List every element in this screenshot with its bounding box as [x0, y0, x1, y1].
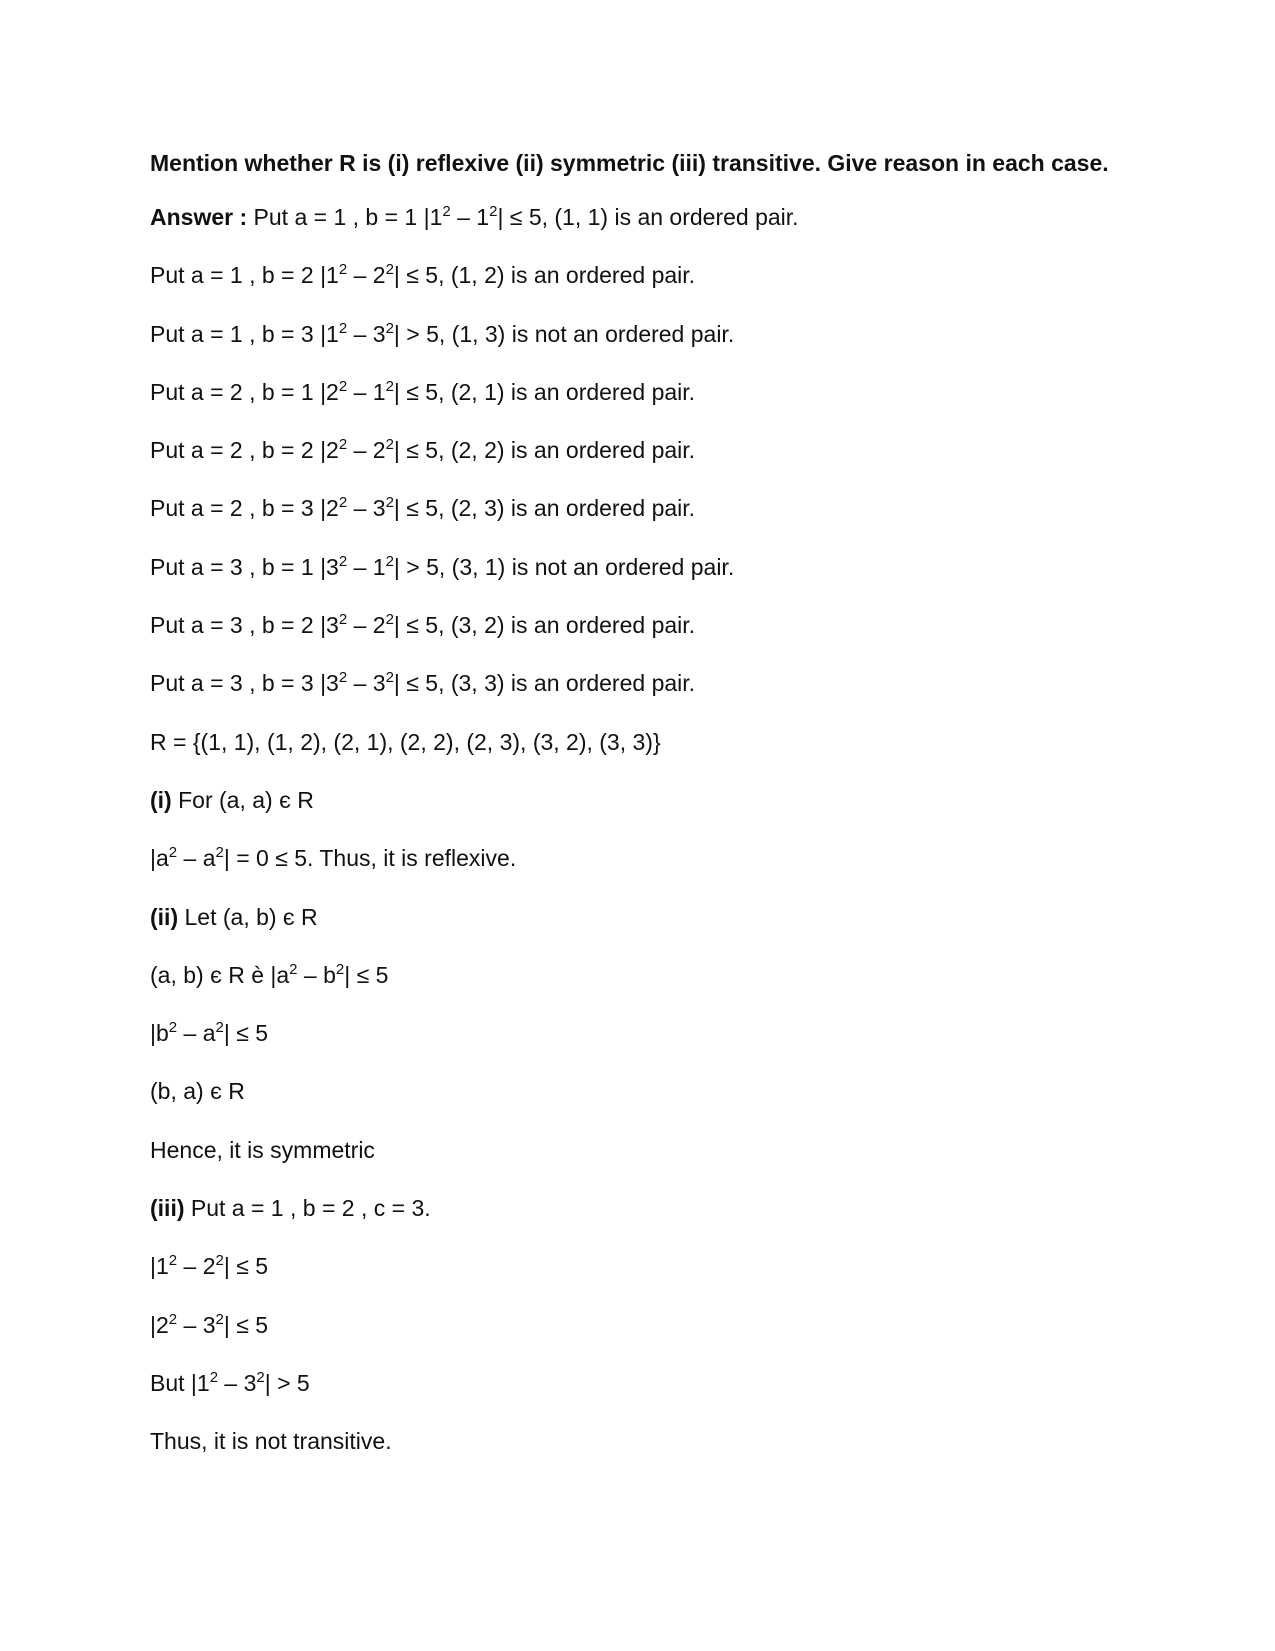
line-text: For (a, a) є R — [171, 786, 314, 813]
line-text: Put a = 3 , b = 1 $|3^2 - 1^2| > 5$, (3, 1) is not an ordered pair. — [150, 552, 735, 580]
answer-line — [150, 319, 1140, 349]
answer-line — [150, 610, 1140, 640]
line-label: (ii) — [150, 903, 179, 930]
answer-line — [150, 1076, 1140, 1106]
answer-line — [150, 785, 1140, 815]
line-text: Put a = 3 , b = 2 $|3^2 - 2^2| \le 5$, (3, 2) is an ordered pair. — [150, 611, 696, 639]
line-text: $|1^2 - 2^2| \le 5$ — [150, 1252, 269, 1280]
answer-line — [150, 1135, 1140, 1165]
line-text: Hence, it is symmetric — [150, 1136, 375, 1163]
answer-line — [150, 1368, 1140, 1398]
line-label: (i) — [150, 786, 172, 813]
answer-line — [150, 727, 1140, 757]
line-text: $|a^2 - a^2| = 0 \le 5$. Thus, it is reflexive. — [150, 844, 517, 872]
line-text: Put a = 1 , b = 2 , c = 3. — [184, 1195, 431, 1222]
answer-line — [150, 1193, 1140, 1223]
document-page — [150, 148, 1140, 1485]
answer-line — [150, 435, 1140, 465]
answer-line — [150, 1426, 1140, 1456]
line-text: Put a = 1 , b = 3 $|1^2 - 3^2| > 5$, (1, 3) is not an ordered pair. — [150, 319, 735, 347]
answer-line — [150, 377, 1140, 407]
answer-line — [150, 1310, 1140, 1340]
answer-line — [150, 902, 1140, 932]
line-text: Put a = 2 , b = 3 $|2^2 - 3^2| \le 5$, (2, 3) is an ordered pair. — [150, 494, 696, 522]
line-text: Put a = 2 , b = 1 $|2^2 - 1^2| \le 5$, (2, 1) is an ordered pair. — [150, 377, 696, 405]
question-heading: Mention whether R is (i) reflexive (ii) symmetric (iii) transitive. Give reason in each case. — [150, 150, 1109, 176]
line-text: Put a = 2 , b = 2 $|2^2 - 2^2| \le 5$, (2, 2) is an ordered pair. — [150, 436, 696, 464]
line-text: But $|1^2 - 3^2| > 5$ — [150, 1368, 310, 1396]
line-label: (iii) — [150, 1195, 185, 1222]
line-text: Put a = 1 , b = 2 $|1^2 - 2^2| \le 5$, (1, 2) is an ordered pair. — [150, 261, 696, 289]
line-text: (a, b) є R è $|a^2 - b^2| \le 5$ — [150, 960, 389, 988]
answer-line — [150, 843, 1140, 873]
answer-line — [150, 552, 1140, 582]
line-text: Thus, it is not transitive. — [150, 1428, 392, 1455]
line-text: Put a = 1 , b = 1 $|1^2 - 1^2| \le 5$, (1, 1) is an ordered pair. — [247, 203, 799, 230]
line-text: $|b^2 - a^2| \le 5$ — [150, 1019, 269, 1047]
line-label: Answer : — [150, 204, 248, 230]
answer-line — [150, 668, 1140, 698]
answer-body — [150, 202, 1140, 1456]
answer-line — [150, 960, 1140, 990]
answer-line — [150, 202, 1140, 232]
line-text: (b, a) є R — [150, 1078, 245, 1105]
answer-line — [150, 1018, 1140, 1048]
answer-line — [150, 493, 1140, 523]
line-text: R = {(1, 1), (1, 2), (2, 1), (2, 2), (2, 3), (3, 2), (3, 3)} — [150, 728, 661, 755]
line-text: $|2^2 - 3^2| \le 5$ — [150, 1310, 269, 1338]
line-text: Put a = 3 , b = 3 $|3^2 - 3^2| \le 5$, (3, 3) is an ordered pair. — [150, 669, 696, 697]
answer-line — [150, 260, 1140, 290]
line-text: Let (a, b) є R — [178, 903, 318, 930]
answer-line — [150, 1251, 1140, 1281]
